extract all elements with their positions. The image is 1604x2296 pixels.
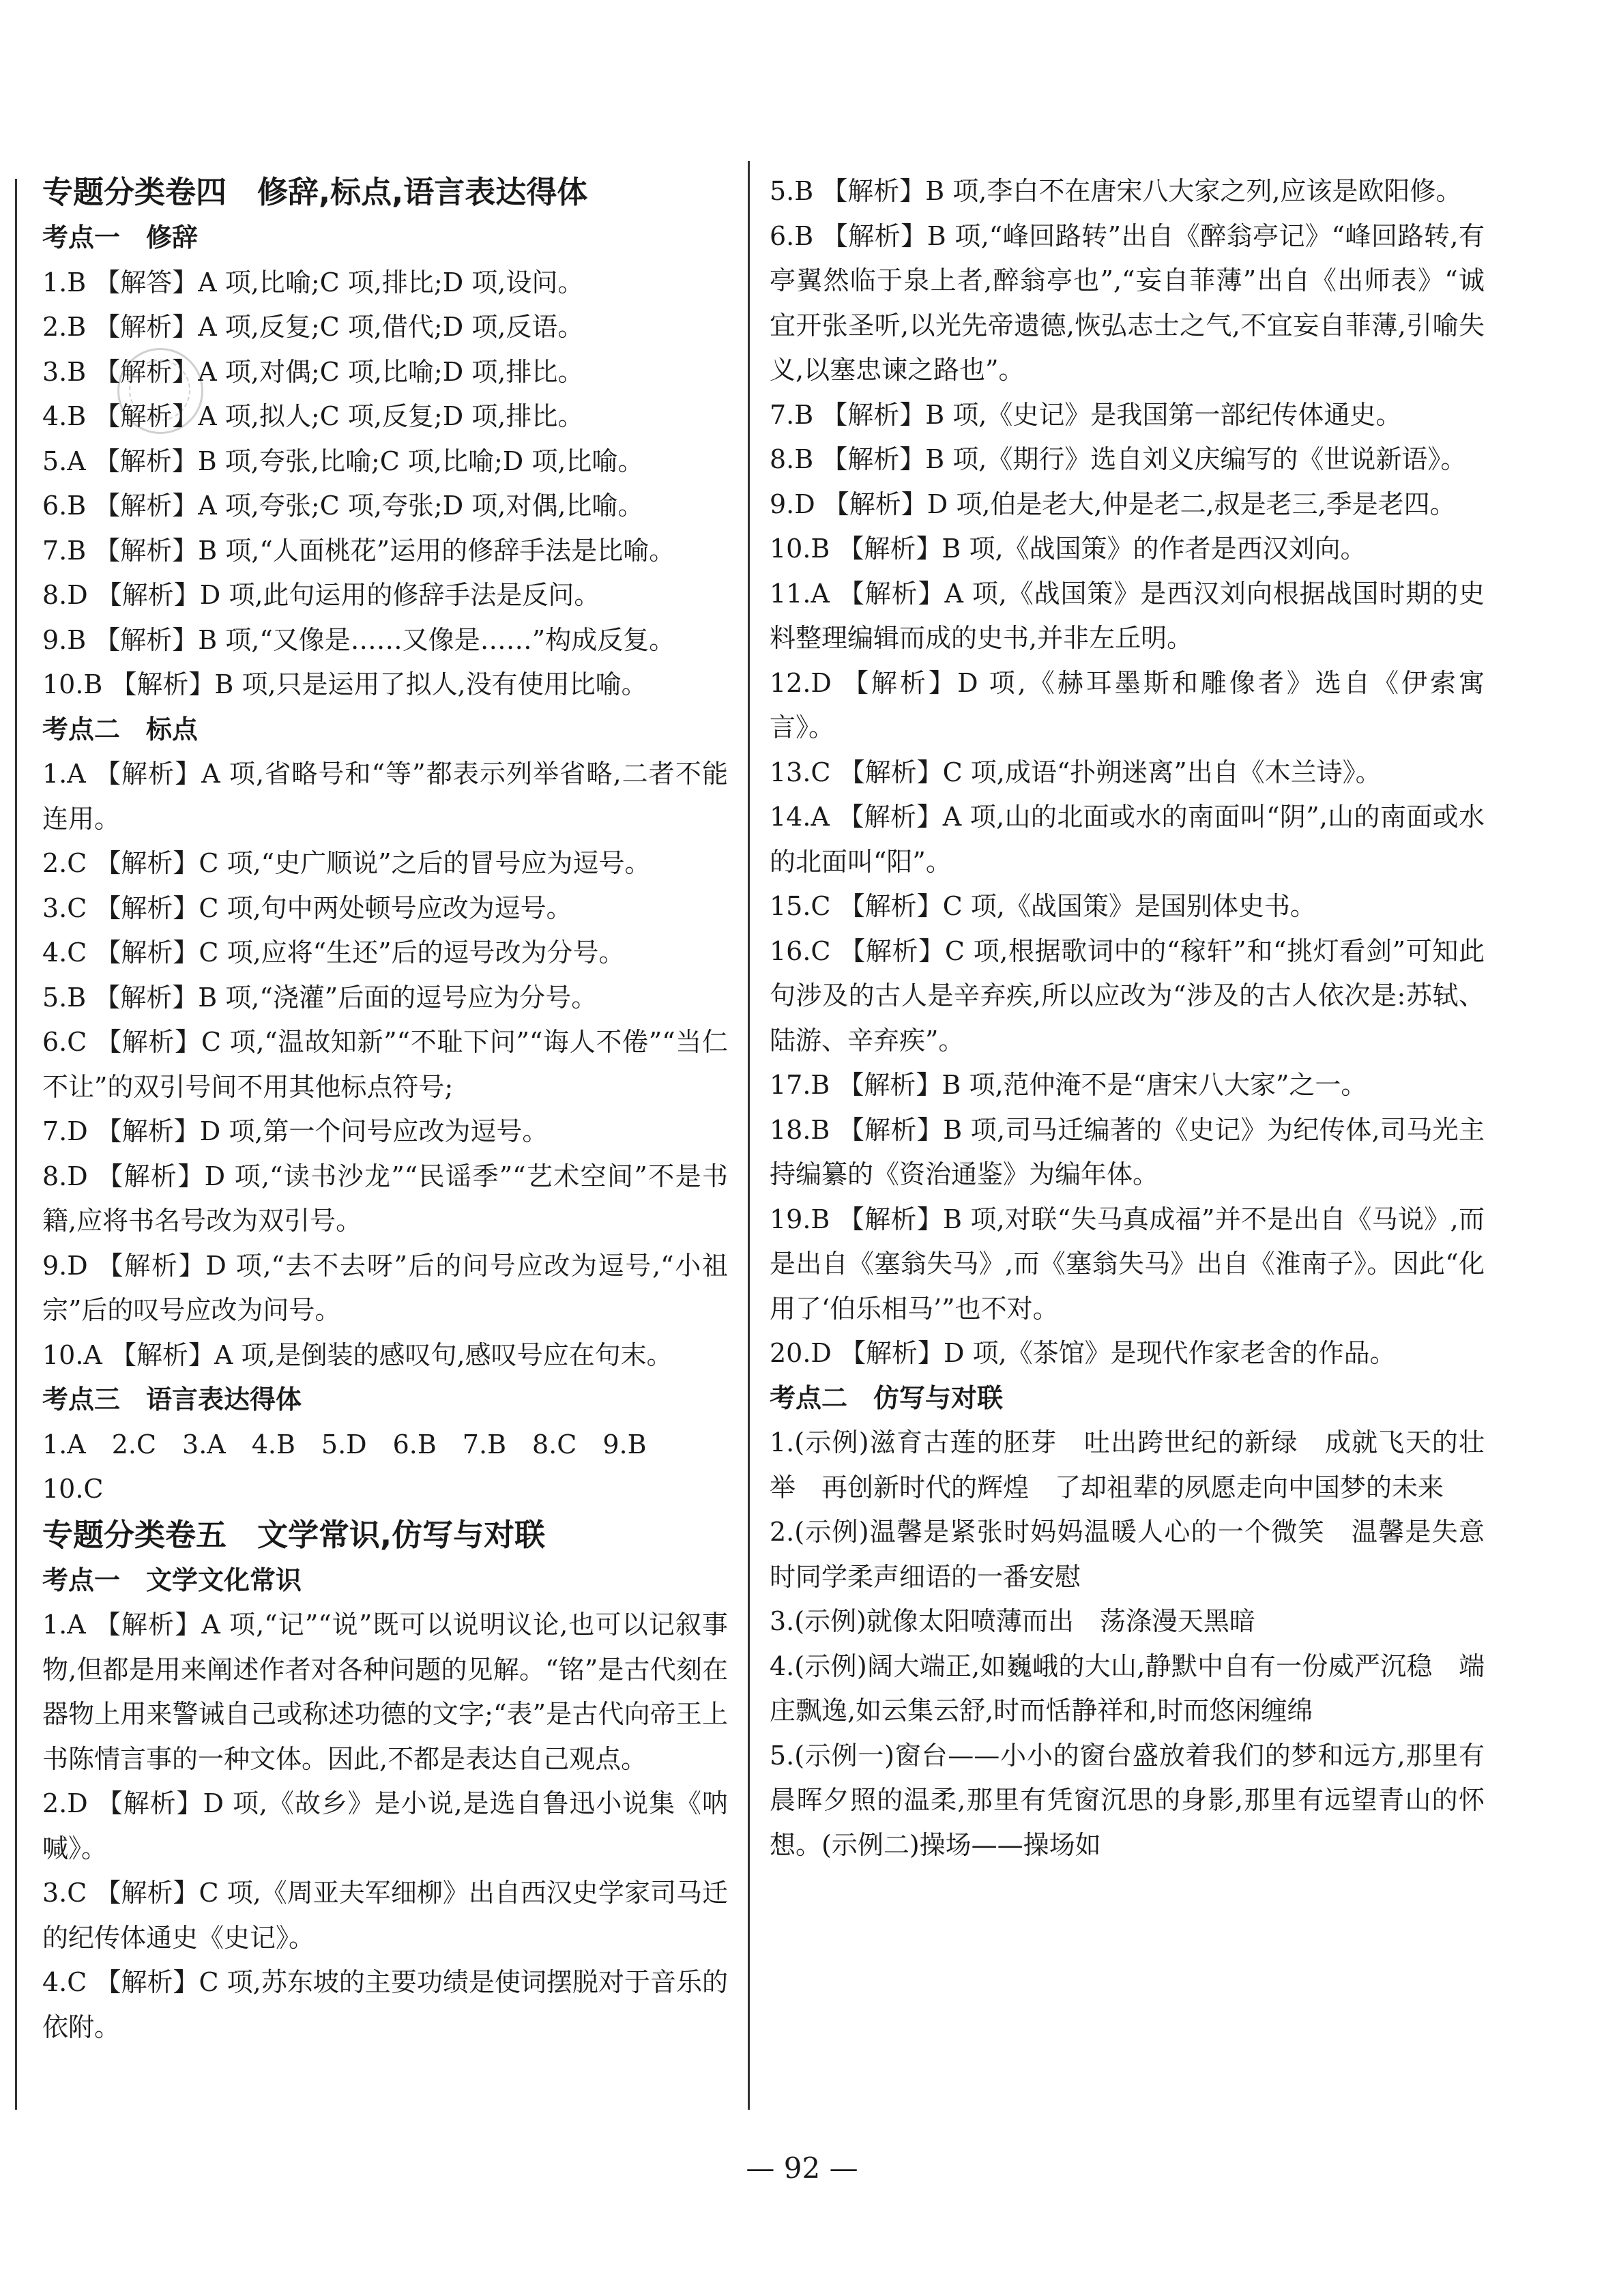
- punctuation-answer-list: [42, 752, 728, 1378]
- subsection-title-literature: 考点一 文学文化常识: [42, 1565, 302, 1595]
- expression-answers-row: 1.A 2.C 3.A 4.B 5.D 6.B 7.B 8.C 9.B: [42, 1429, 647, 1459]
- section-title-5: 专题分类卷五 文学常识,仿写与对联: [42, 1516, 546, 1553]
- answer-item: 8.B 【解析】B 项,《期行》选自刘义庆编写的《世说新语》。: [770, 444, 1467, 474]
- answer-item: 17.B 【解析】B 项,范仲淹不是“唐宋八大家”之一。: [770, 1070, 1367, 1100]
- imitation-answer-list: [770, 1421, 1485, 1868]
- answer-item: 16.C 【解析】C 项,根据歌词中的“稼轩”和“挑灯看剑”可知此句涉及的古人是辛弃疾,所以应改为“涉及的古人依次是:苏轼、陆游、辛弃疾”。: [770, 935, 1485, 1056]
- literature-answer-list: [42, 1603, 728, 2050]
- answer-item: 10.B 【解析】B 项,只是运用了拟人,没有使用比喻。: [42, 669, 647, 699]
- answer-item: 4.B 【解析】A 项,拟人;C 项,反复;D 项,排比。: [42, 401, 584, 431]
- answer-item: 9.B 【解析】B 项,“又像是……又像是……”构成反复。: [42, 624, 675, 655]
- answer-item: 18.B 【解析】B 项,司马迁编著的《史记》为纪传体,司马光主持编纂的《资治通鉴》为编年体。: [770, 1114, 1485, 1189]
- answer-item: 9.D 【解析】D 项,“去不去呀”后的问号应改为逗号,“小祖宗”后的叹号应改为问号。: [42, 1250, 728, 1325]
- right-column: [770, 169, 1485, 1868]
- answer-item: 13.C 【解析】C 项,成语“扑朔迷离”出自《木兰诗》。: [770, 757, 1382, 787]
- answer-item: 6.B 【解析】A 项,夸张;C 项,夸张;D 项,对偶,比喻。: [42, 491, 644, 521]
- answer-item: 6.B 【解析】B 项,“峰回路转”出自《醉翁亭记》“峰回路转,有亭翼然临于泉上者,醉翁亭也”,“妄自菲薄”出自《出师表》“诚宜开张圣听,以光先帝遗德,恢弘志士之气,不宜妄自菲薄,引喻失义,以塞忠谏之路也”。: [770, 220, 1485, 385]
- answer-item: 3.(示例)就像太阳喷薄而出 荡涤漫天黑暗: [770, 1606, 1255, 1636]
- answer-item: 5.B 【解析】B 项,“浇灌”后面的逗号应为分号。: [42, 982, 598, 1013]
- subsection-title-rhetoric: 考点一 修辞: [42, 222, 199, 252]
- answer-item: 10.B 【解析】B 项,《战国策》的作者是西汉刘向。: [770, 534, 1367, 564]
- answer-item: 7.B 【解析】B 项,《史记》是我国第一部纪传体通史。: [770, 399, 1402, 430]
- column-divider: [748, 161, 750, 2110]
- answer-item: 11.A 【解析】A 项,《战国策》是西汉刘向根据战国时期的史料整理编辑而成的史书,并非左丘明。: [770, 578, 1485, 653]
- answer-item: 2.C 【解析】C 项,“史广顺说”之后的冒号应为逗号。: [42, 848, 651, 878]
- left-column: [42, 169, 728, 2050]
- literature-answer-list-continued: [770, 169, 1485, 1376]
- answer-item: 2.(示例)温馨是紧张时妈妈温暖人心的一个微笑 温馨是失意时同学柔声细语的一番安慰: [770, 1517, 1485, 1592]
- answer-item: 10.A 【解析】A 项,是倒装的感叹句,感叹号应在句末。: [42, 1339, 673, 1370]
- answer-item: 5.(示例一)窗台——小小的窗台盛放着我们的梦和远方,那里有晨晖夕照的温柔,那里有凭窗沉思的身影,那里有远望青山的怀想。(示例二)操场——操场如: [770, 1740, 1485, 1860]
- answer-item: 4.(示例)阔大端正,如巍峨的大山,静默中自有一份威严沉稳 端庄飘逸,如云集云舒,时而恬静祥和,时而悠闲缠绵: [770, 1651, 1485, 1726]
- answer-item: 3.B 【解析】A 项,对偶;C 项,比喻;D 项,排比。: [42, 356, 584, 387]
- answer-item: 19.B 【解析】B 项,对联“失马真成福”并不是出自《马说》,而是出自《塞翁失马》,而《塞翁失马》出自《淮南子》。因此“化用了‘伯乐相马’”也不对。: [770, 1204, 1485, 1324]
- answer-item: 8.D 【解析】D 项,“读书沙龙”“民谣季”“艺术空间”不是书籍,应将书名号改为双引号。: [42, 1161, 728, 1236]
- section-title-4: 专题分类卷四 修辞,标点,语言表达得体: [42, 174, 588, 210]
- answer-item: 4.C 【解析】C 项,应将“生还”后的逗号改为分号。: [42, 938, 625, 968]
- answer-item: 9.D 【解析】D 项,伯是老大,仲是老二,叔是老三,季是老四。: [770, 489, 1456, 519]
- page-number: — 92 —: [746, 2151, 858, 2185]
- answer-item: 14.A 【解析】A 项,山的北面或水的南面叫“阴”,山的南面或水的北面叫“阳”。: [770, 802, 1485, 877]
- subsection-title-punctuation: 考点二 标点: [42, 714, 199, 744]
- answer-item: 12.D 【解析】D 项,《赫耳墨斯和雕像者》选自《伊索寓言》。: [770, 667, 1485, 742]
- answer-item: 2.B 【解析】A 项,反复;C 项,借代;D 项,反语。: [42, 312, 584, 342]
- answer-item: 1.A 【解析】A 项,“记”“说”既可以说明议论,也可以记叙事物,但都是用来阐述作者对各种问题的见解。“铭”是古代刻在器物上用来警诫自己或称述功德的文字;“表”是古代向帝王上书陈情言事的一种文体。因此,不都是表达自己观点。: [42, 1610, 728, 1774]
- answer-item: 2.D 【解析】D 项,《故乡》是小说,是选自鲁迅小说集《呐喊》。: [42, 1788, 728, 1863]
- answer-item: 20.D 【解析】D 项,《茶馆》是现代作家老舍的作品。: [770, 1338, 1396, 1368]
- answer-item: 4.C 【解析】C 项,苏东坡的主要功绩是使词摆脱对于音乐的依附。: [42, 1967, 728, 2042]
- answer-item: 1.B 【解答】A 项,比喻;C 项,排比;D 项,设问。: [42, 267, 584, 297]
- answer-item: 15.C 【解析】C 项,《战国策》是国别体史书。: [770, 891, 1316, 921]
- answer-item: 3.C 【解析】C 项,《周亚夫军细柳》出自西汉史学家司马迁的纪传体通史《史记》。: [42, 1878, 728, 1953]
- answer-item: 6.C 【解析】C 项,“温故知新”“不耻下问”“诲人不倦”“当仁不让”的双引号间不用其他标点符号;: [42, 1027, 728, 1102]
- answer-item: 7.B 【解析】B 项,“人面桃花”运用的修辞手法是比喻。: [42, 535, 675, 566]
- answer-item: 7.D 【解析】D 项,第一个问号应改为逗号。: [42, 1116, 549, 1146]
- answer-item: 1.(示例)滋育古莲的胚芽 吐出跨世纪的新绿 成就飞天的壮举 再创新时代的辉煌 了却祖辈的夙愿走向中国梦的未来: [770, 1427, 1485, 1502]
- answer-item: 8.D 【解析】D 项,此句运用的修辞手法是反问。: [42, 580, 600, 610]
- subsection-title-expression: 考点三 语言表达得体: [42, 1384, 302, 1414]
- subsection-title-imitation: 考点二 仿写与对联: [770, 1382, 1004, 1413]
- answer-item: 1.A 【解析】A 项,省略号和“等”都表示列举省略,二者不能连用。: [42, 759, 728, 834]
- answer-item: 5.A 【解析】B 项,夸张,比喻;C 项,比喻;D 项,比喻。: [42, 446, 644, 476]
- answer-item: 3.C 【解析】C 项,句中两处顿号应改为逗号。: [42, 892, 572, 923]
- answer-item: 5.B 【解析】B 项,李白不在唐宋八大家之列,应该是欧阳修。: [770, 176, 1462, 206]
- left-margin-rule: [15, 179, 17, 2110]
- expression-answers-row: 10.C: [42, 1474, 104, 1504]
- rhetoric-answer-list: [42, 261, 728, 708]
